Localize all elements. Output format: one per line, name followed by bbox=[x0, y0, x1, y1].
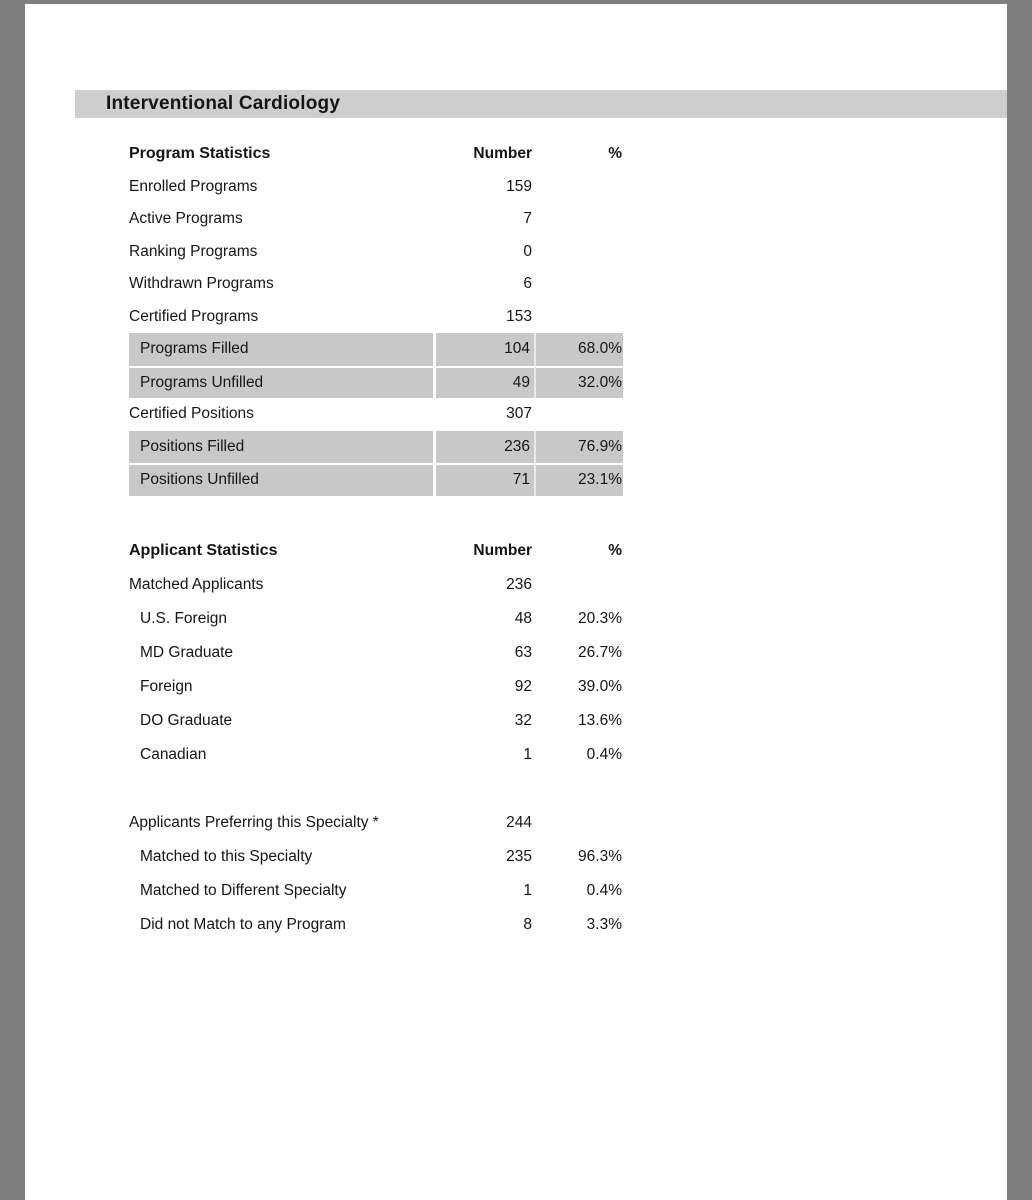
spacer-row bbox=[129, 772, 623, 806]
row-number: 1 bbox=[523, 746, 532, 763]
table-row bbox=[129, 568, 623, 602]
table-row bbox=[129, 806, 623, 840]
row-label: Certified Positions bbox=[129, 405, 254, 423]
table-row bbox=[129, 366, 623, 399]
row-number: 307 bbox=[506, 405, 532, 423]
row-number: 49 bbox=[436, 366, 536, 399]
percent-column-header: % bbox=[608, 145, 622, 163]
row-label: Programs Filled bbox=[129, 333, 436, 366]
row-label: U.S. Foreign bbox=[140, 610, 228, 627]
number-column-header: Number bbox=[473, 542, 532, 559]
row-percent bbox=[536, 268, 623, 301]
row-label: Positions Unfilled bbox=[129, 463, 436, 496]
row-percent bbox=[536, 398, 623, 431]
table-row bbox=[129, 236, 623, 269]
specialty-title: Interventional Cardiology bbox=[106, 93, 341, 114]
row-number: 153 bbox=[506, 307, 532, 325]
table-row bbox=[129, 738, 623, 772]
row-percent: 0.4% bbox=[586, 882, 622, 899]
program-stats-header-row bbox=[129, 138, 623, 171]
table-row bbox=[129, 908, 623, 942]
specialty-header-bar bbox=[75, 90, 1007, 118]
table-row bbox=[129, 333, 623, 366]
row-percent: 39.0% bbox=[578, 678, 622, 695]
row-number: 6 bbox=[523, 275, 532, 293]
row-percent: 26.7% bbox=[578, 644, 622, 661]
program-stats-heading: Program Statistics bbox=[129, 145, 271, 163]
table-row bbox=[129, 636, 623, 670]
table-row bbox=[129, 602, 623, 636]
row-percent: 68.0% bbox=[536, 333, 623, 366]
row-number: 7 bbox=[523, 210, 532, 228]
row-label: Positions Filled bbox=[129, 431, 436, 464]
table-row bbox=[129, 171, 623, 204]
row-label: Programs Unfilled bbox=[129, 366, 436, 399]
row-percent bbox=[536, 171, 623, 204]
row-percent: 0.4% bbox=[586, 746, 622, 763]
row-label: Ranking Programs bbox=[129, 242, 258, 260]
row-label: MD Graduate bbox=[140, 644, 234, 661]
row-number: 92 bbox=[514, 678, 532, 695]
row-percent: 96.3% bbox=[578, 848, 622, 865]
row-percent: 32.0% bbox=[536, 366, 623, 399]
program-statistics-table bbox=[129, 138, 623, 496]
row-percent bbox=[536, 806, 623, 840]
applicant-stats-header-row bbox=[129, 534, 623, 568]
row-label: Canadian bbox=[140, 746, 207, 763]
table-row bbox=[129, 431, 623, 464]
row-number: 235 bbox=[506, 848, 532, 865]
row-label: Enrolled Programs bbox=[129, 177, 258, 195]
table-row bbox=[129, 670, 623, 704]
row-label: Active Programs bbox=[129, 210, 243, 228]
table-row bbox=[129, 398, 623, 431]
table-row bbox=[129, 874, 623, 908]
row-label: Foreign bbox=[140, 678, 193, 695]
row-percent: 23.1% bbox=[536, 463, 623, 496]
row-percent bbox=[536, 301, 623, 334]
row-percent bbox=[536, 203, 623, 236]
row-number: 8 bbox=[523, 916, 532, 933]
row-label: Matched to this Specialty bbox=[140, 848, 313, 865]
row-number: 104 bbox=[436, 333, 536, 366]
row-percent: 3.3% bbox=[586, 916, 622, 933]
number-column-header: Number bbox=[473, 145, 532, 163]
row-percent bbox=[536, 568, 623, 602]
row-label: Did not Match to any Program bbox=[140, 916, 346, 933]
row-number: 1 bbox=[523, 882, 532, 899]
row-percent bbox=[536, 236, 623, 269]
table-row bbox=[129, 704, 623, 738]
table-row bbox=[129, 301, 623, 334]
row-percent: 20.3% bbox=[578, 610, 622, 627]
table-row bbox=[129, 463, 623, 496]
row-number: 0 bbox=[523, 242, 532, 260]
spacer-cell bbox=[129, 772, 623, 806]
table-row bbox=[129, 840, 623, 874]
row-percent: 76.9% bbox=[536, 431, 623, 464]
row-number: 48 bbox=[514, 610, 532, 627]
percent-column-header: % bbox=[608, 542, 622, 559]
row-percent: 13.6% bbox=[578, 712, 622, 729]
row-number: 236 bbox=[506, 576, 532, 593]
row-label: Applicants Preferring this Specialty * bbox=[129, 814, 379, 831]
table-row bbox=[129, 203, 623, 236]
row-number: 236 bbox=[436, 431, 536, 464]
row-number: 63 bbox=[514, 644, 532, 661]
row-label: Matched Applicants bbox=[129, 576, 264, 593]
row-label: Withdrawn Programs bbox=[129, 275, 274, 293]
applicant-stats-heading: Applicant Statistics bbox=[129, 542, 278, 559]
row-label: Certified Programs bbox=[129, 307, 259, 325]
row-label: DO Graduate bbox=[140, 712, 233, 729]
row-number: 244 bbox=[506, 814, 532, 831]
row-number: 71 bbox=[436, 463, 536, 496]
row-number: 159 bbox=[506, 177, 532, 195]
table-row bbox=[129, 268, 623, 301]
row-number: 32 bbox=[514, 712, 532, 729]
row-label: Matched to Different Specialty bbox=[140, 882, 347, 899]
document-page bbox=[25, 4, 1007, 1200]
applicant-statistics-table bbox=[129, 534, 623, 942]
